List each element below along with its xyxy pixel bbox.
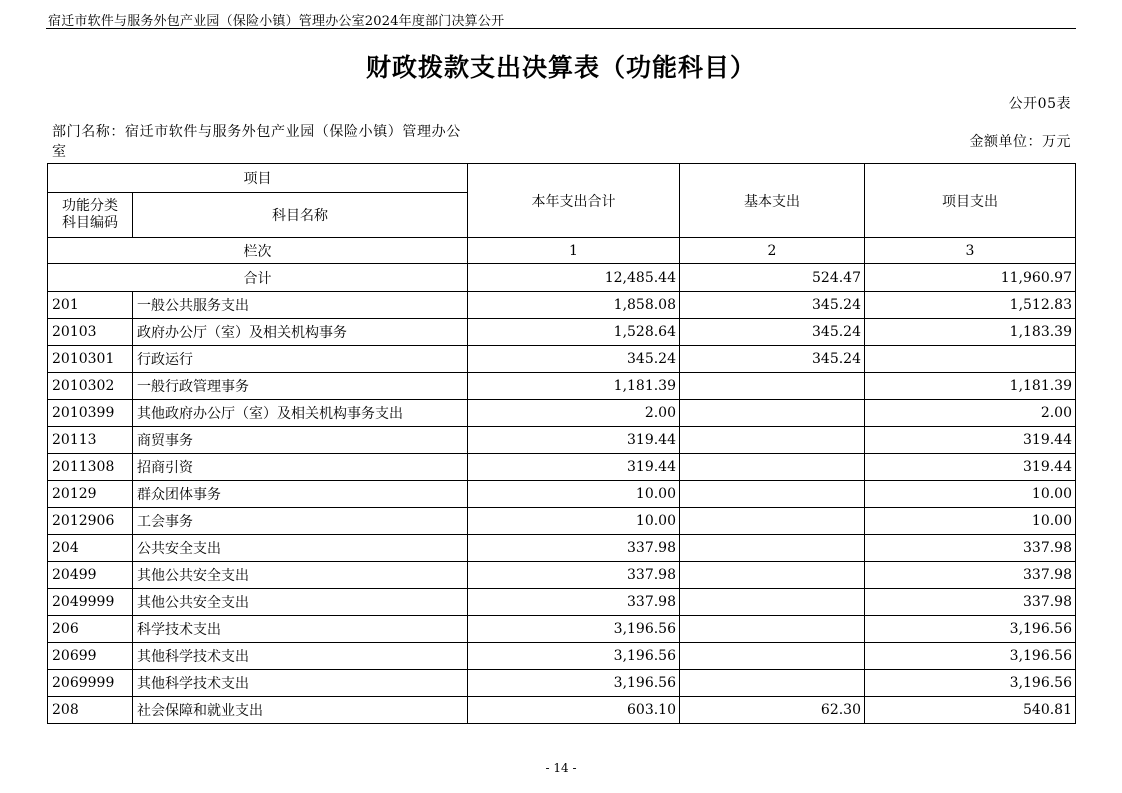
row-code: 20103 [48, 319, 133, 346]
table-row [48, 346, 1076, 373]
header-code-line1: 功能分类 [62, 198, 118, 214]
row-code: 20129 [48, 481, 133, 508]
table-row [48, 535, 1076, 562]
table-row [48, 292, 1076, 319]
table-row [48, 589, 1076, 616]
row-code: 201 [48, 292, 133, 319]
row-code: 2012906 [48, 508, 133, 535]
row-total: 3,196.56 [468, 670, 680, 697]
row-code: 2049999 [48, 589, 133, 616]
row-total: 2.00 [468, 400, 680, 427]
table-row [48, 562, 1076, 589]
row-name: 科学技术支出 [133, 616, 468, 643]
row-basic: 345.24 [680, 319, 865, 346]
row-project: 337.98 [865, 562, 1076, 589]
row-basic [680, 481, 865, 508]
department-name-line2: 室 [52, 144, 67, 160]
column-number-3: 3 [865, 238, 1076, 264]
row-code: 2010399 [48, 400, 133, 427]
row-total: 319.44 [468, 454, 680, 481]
row-total: 337.98 [468, 535, 680, 562]
header-code-line2: 科目编码 [62, 215, 118, 231]
row-total: 1,858.08 [468, 292, 680, 319]
row-basic [680, 562, 865, 589]
row-project: 337.98 [865, 589, 1076, 616]
row-basic: 345.24 [680, 346, 865, 373]
row-project: 2.00 [865, 400, 1076, 427]
row-total: 319.44 [468, 427, 680, 454]
row-basic [680, 670, 865, 697]
row-basic [680, 535, 865, 562]
summary-basic: 524.47 [680, 264, 865, 292]
row-name: 其他科学技术支出 [133, 670, 468, 697]
row-name: 群众团体事务 [133, 481, 468, 508]
row-project: 3,196.56 [865, 616, 1076, 643]
column-number-1: 1 [468, 238, 680, 264]
column-number-row [48, 238, 1076, 264]
row-project: 3,196.56 [865, 643, 1076, 670]
row-code: 20499 [48, 562, 133, 589]
column-number-2: 2 [680, 238, 865, 264]
header-code [48, 193, 133, 238]
table-row [48, 319, 1076, 346]
row-code: 204 [48, 535, 133, 562]
row-total: 10.00 [468, 508, 680, 535]
header-name: 科目名称 [133, 193, 468, 238]
row-total: 345.24 [468, 346, 680, 373]
row-code: 2010302 [48, 373, 133, 400]
row-name: 商贸事务 [133, 427, 468, 454]
row-total: 10.00 [468, 481, 680, 508]
header-project-expenditure: 项目支出 [865, 164, 1076, 238]
row-code: 208 [48, 697, 133, 724]
row-basic [680, 400, 865, 427]
row-name: 其他公共安全支出 [133, 589, 468, 616]
row-project: 1,183.39 [865, 319, 1076, 346]
table-row [48, 481, 1076, 508]
row-basic [680, 427, 865, 454]
row-code: 2011308 [48, 454, 133, 481]
row-name: 公共安全支出 [133, 535, 468, 562]
department-name [52, 122, 472, 162]
summary-total: 12,485.44 [468, 264, 680, 292]
table-row [48, 616, 1076, 643]
row-total: 337.98 [468, 562, 680, 589]
page-title: 财政拨款支出决算表（功能科目） [365, 53, 756, 82]
row-name: 一般行政管理事务 [133, 373, 468, 400]
row-total: 3,196.56 [468, 643, 680, 670]
row-total: 3,196.56 [468, 616, 680, 643]
row-code: 206 [48, 616, 133, 643]
row-basic [680, 373, 865, 400]
header-total: 本年支出合计 [468, 164, 680, 238]
table-row [48, 697, 1076, 724]
form-number: 公开05表 [1008, 96, 1071, 112]
table-row [48, 427, 1076, 454]
row-project: 10.00 [865, 508, 1076, 535]
row-name: 其他政府办公厅（室）及相关机构事务支出 [133, 400, 468, 427]
summary-row [48, 264, 1076, 292]
summary-label: 合计 [48, 264, 468, 292]
expenditure-table [47, 163, 1076, 724]
row-total: 337.98 [468, 589, 680, 616]
row-project: 10.00 [865, 481, 1076, 508]
row-name: 其他公共安全支出 [133, 562, 468, 589]
amount-unit: 金额单位：万元 [969, 134, 1071, 150]
row-basic [680, 508, 865, 535]
row-project [865, 346, 1076, 373]
table-row [48, 670, 1076, 697]
running-header: 宿迁市软件与服务外包产业园（保险小镇）管理办公室2024年度部门决算公开 [48, 14, 505, 29]
department-name-line1: 部门名称：宿迁市软件与服务外包产业园（保险小镇）管理办公 [52, 124, 461, 140]
row-code: 20699 [48, 643, 133, 670]
row-total: 603.10 [468, 697, 680, 724]
table-row [48, 508, 1076, 535]
row-code: 20113 [48, 427, 133, 454]
row-project: 1,512.83 [865, 292, 1076, 319]
row-basic [680, 616, 865, 643]
header-basic: 基本支出 [680, 164, 865, 238]
row-project: 1,181.39 [865, 373, 1076, 400]
row-total: 1,528.64 [468, 319, 680, 346]
table-row [48, 373, 1076, 400]
row-project: 540.81 [865, 697, 1076, 724]
row-code: 2010301 [48, 346, 133, 373]
row-basic [680, 589, 865, 616]
row-name: 政府办公厅（室）及相关机构事务 [133, 319, 468, 346]
row-basic: 62.30 [680, 697, 865, 724]
row-code: 2069999 [48, 670, 133, 697]
row-name: 行政运行 [133, 346, 468, 373]
table-row [48, 643, 1076, 670]
row-project: 319.44 [865, 454, 1076, 481]
column-number-label: 栏次 [48, 238, 468, 264]
header-row-project [48, 164, 1076, 193]
row-basic: 345.24 [680, 292, 865, 319]
header-project: 项目 [48, 164, 468, 193]
row-basic [680, 643, 865, 670]
row-total: 1,181.39 [468, 373, 680, 400]
row-project: 3,196.56 [865, 670, 1076, 697]
row-name: 一般公共服务支出 [133, 292, 468, 319]
row-project: 319.44 [865, 427, 1076, 454]
row-basic [680, 454, 865, 481]
row-name: 招商引资 [133, 454, 468, 481]
summary-project: 11,960.97 [865, 264, 1076, 292]
table-row [48, 400, 1076, 427]
header-divider [46, 28, 1076, 29]
page-number: - 14 - [545, 761, 577, 775]
row-name: 其他科学技术支出 [133, 643, 468, 670]
row-name: 工会事务 [133, 508, 468, 535]
row-name: 社会保障和就业支出 [133, 697, 468, 724]
row-project: 337.98 [865, 535, 1076, 562]
table-row [48, 454, 1076, 481]
